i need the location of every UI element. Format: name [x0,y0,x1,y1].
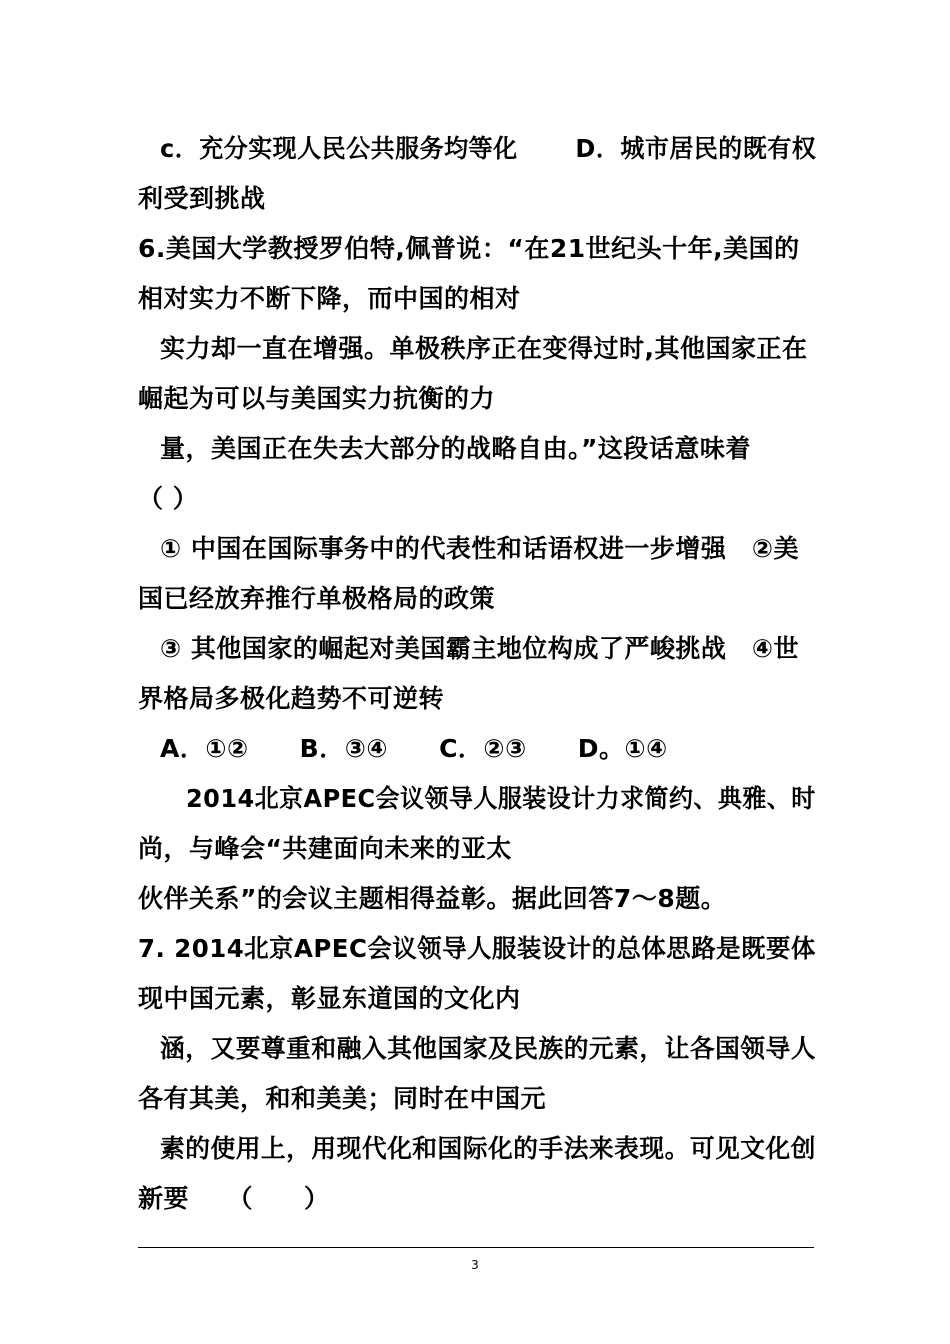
passage-line: 2014北京APEC会议领导人服装设计力求简约、典雅、时 [186,784,816,813]
footer-divider [138,1247,814,1248]
text-line: 现中国元素，彰显东道国的文化内 [138,984,521,1013]
text-line: 利受到挑战 [138,184,266,213]
text-line: c．充分实现人民公共服务均等化 D．城市居民的既有权 [160,134,817,163]
option-line: ③ 其他国家的崛起对美国霸主地位构成了严峻挑战 ④世 [160,634,800,663]
question-7-line: 7. 2014北京APEC会议领导人服装设计的总体思路是既要体 [138,934,816,963]
text-line: 崛起为可以与美国实力抗衡的力 [138,384,496,413]
option-line: 界格局多极化趋势不可逆转 [138,684,445,713]
passage-line: 尚，与峰会“共建面向未来的亚太 [138,834,512,863]
answer-bracket: （ ） [138,484,199,513]
text-line: 素的使用上，用现代化和国际化的手法来表现。可见文化创 [160,1134,817,1163]
option-line: 国已经放弃推行单极格局的政策 [138,584,496,613]
question-6-line: 6.美国大学教授罗伯特,佩普说：“在21世纪头十年,美国的 [138,234,800,263]
text-line: 新要 （ ） [138,1184,330,1213]
page-number: 3 [471,1258,479,1272]
text-line: 涵，又要尊重和融入其他国家及民族的元素，让各国领导人 [160,1034,817,1063]
text-line: 实力却一直在增强。单极秩序正在变得过时,其他国家正在 [160,334,808,363]
passage-line: 伙伴关系”的会议主题相得益彰。据此回答7～8题。 [138,884,727,913]
text-line: 量，美国正在失去大部分的战略自由。”这段话意味着 [160,434,751,463]
text-line: 各有其美，和和美美；同时在中国元 [138,1084,547,1113]
text-line: 相对实力不断下降，而中国的相对 [138,284,521,313]
choices-line: A．①② B．③④ C．②③ D。①④ [160,734,668,763]
option-line: ① 中国在国际事务中的代表性和话语权进一步增强 ②美 [160,534,800,563]
